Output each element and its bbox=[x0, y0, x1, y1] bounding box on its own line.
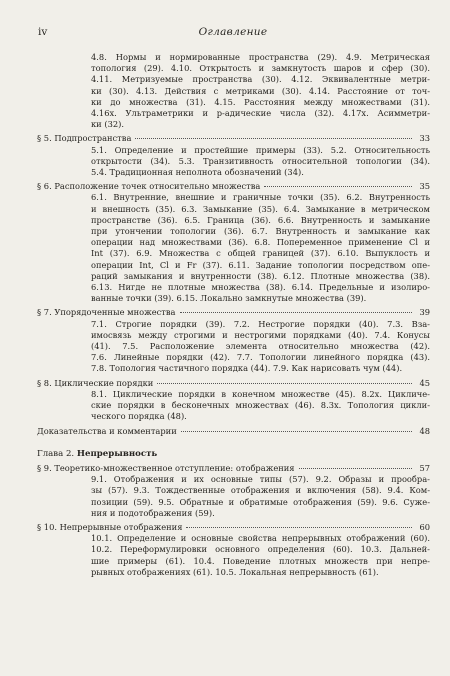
toc-line: ки (30). 4.13. Действия с метриками (30). 4.14. Расстояние от точ- bbox=[91, 85, 430, 96]
toc-line: операции Int, Cl и Fr (37). 6.11. Задание топологии посредством опе- bbox=[91, 259, 430, 270]
toc-line: ки до множества (31). 4.15. Расстояния между множествами (31). bbox=[91, 96, 430, 107]
section-title: § 9. Теоретико-множественное отступление: отображения bbox=[37, 462, 295, 473]
section-page-number: 33 bbox=[419, 133, 430, 144]
section-page-number: 35 bbox=[419, 181, 430, 192]
toc-line: раций замыкания и внутренности (38). 6.12. Плотные множества (38). bbox=[91, 270, 430, 281]
toc-line: имосвязь между строгими и нестрогими порядками (40). 7.4. Конусы bbox=[91, 329, 430, 340]
toc-line: ванные точки (39). 6.15. Локально замкнутые множества (39). bbox=[91, 293, 367, 304]
toc-line: 6.1. Внутренние, внешние и граничные точки (35). 6.2. Внутренность bbox=[91, 192, 430, 203]
toc-line: при утончении топологии (36). 6.7. Внутренность и замыкание как bbox=[91, 226, 430, 237]
section-title: § 10. Непрерывные отображения bbox=[37, 521, 183, 532]
section-title: § 7. Упорядоченные множества bbox=[37, 307, 176, 318]
toc-line: 4.8. Нормы и нормированные пространства (29). 4.9. Метрическая bbox=[91, 52, 430, 62]
toc-line: ские порядки в бесконечных множествах (46). 8.3x. Топология цикли- bbox=[91, 400, 430, 411]
toc-line: 5.4. Традиционная неполнота обозначений (34). bbox=[91, 167, 304, 178]
table-of-contents bbox=[37, 52, 430, 578]
toc-line: 5.1. Определение и простейшие примеры (33). 5.2. Относительность bbox=[91, 144, 430, 155]
dot-leader bbox=[180, 312, 413, 313]
toc-line: шие примеры (61). 10.4. Поведение плотных множеств при непре- bbox=[91, 555, 430, 566]
section-page-number: 48 bbox=[419, 425, 430, 436]
subsection-list bbox=[37, 319, 430, 375]
dot-leader bbox=[186, 527, 412, 528]
chapter-prefix: Глава 2. bbox=[37, 448, 75, 459]
chapter-heading bbox=[37, 449, 430, 460]
section-entry bbox=[37, 522, 430, 533]
toc-line: 7.8. Топология частичного порядка (44). 7.9. Как нарисовать чум (44). bbox=[91, 363, 403, 374]
toc-line: ки (32). bbox=[91, 119, 125, 130]
section-title: § 8. Циклические порядки bbox=[37, 377, 154, 388]
subsection-list bbox=[37, 389, 430, 423]
toc-line: 7.1. Строгие порядки (39). 7.2. Нестрогие порядки (40). 7.3. Вза- bbox=[91, 318, 430, 329]
subsection-list bbox=[37, 145, 430, 179]
section-title: § 5. Подпространства bbox=[37, 133, 132, 144]
toc-line: 8.1. Циклические порядки в конечном множестве (45). 8.2x. Цикличе- bbox=[91, 388, 430, 399]
dot-leader bbox=[135, 138, 412, 139]
subsection-list bbox=[37, 533, 430, 578]
section-page-number: 45 bbox=[419, 377, 430, 388]
toc-line: 6.13. Нигде не плотные множества (38). 6.14. Предельные и изолиро- bbox=[91, 282, 430, 293]
section-title: § 6. Расположение точек относительно множества bbox=[37, 181, 261, 192]
section-page-number: 60 bbox=[419, 521, 430, 532]
dot-leader bbox=[157, 383, 412, 384]
toc-line: (41). 7.5. Расположение элемента относительно множества (42). bbox=[91, 341, 430, 352]
toc-line: ческого порядка (48). bbox=[91, 411, 187, 422]
chapter-title: Непрерывность bbox=[76, 448, 158, 459]
toc-line: рывных отображениях (61). 10.5. Локальная непрерывность (61). bbox=[91, 566, 379, 577]
section-entry bbox=[37, 181, 430, 192]
subsection-list bbox=[37, 474, 430, 519]
toc-line: Int (37). 6.9. Множества с общей границей (37). 6.10. Выпуклость и bbox=[91, 248, 430, 259]
dot-leader bbox=[264, 186, 412, 187]
dot-leader bbox=[299, 468, 412, 469]
section-entry bbox=[37, 378, 430, 389]
continued-subsection-list bbox=[37, 52, 430, 130]
toc-line: ния и подотображения (59). bbox=[91, 507, 215, 518]
dot-leader bbox=[181, 431, 412, 432]
subsection-list bbox=[37, 192, 430, 304]
toc-line: 4.16x. Ультраметрики и p-адические числа (32). 4.17x. Асимметри- bbox=[91, 108, 430, 119]
section-title: Доказательства и комментарии bbox=[37, 425, 177, 436]
page-header bbox=[38, 26, 428, 40]
section-page-number: 57 bbox=[419, 462, 430, 473]
toc-line: 4.11. Метризуемые пространства (30). 4.12. Эквивалентные метри- bbox=[91, 74, 430, 85]
toc-line: зы (57). 9.3. Тождественные отображения и включения (58). 9.4. Ком- bbox=[91, 485, 430, 496]
toc-line: открытости (34). 5.3. Транзитивность относительной топологии (34). bbox=[91, 155, 430, 166]
toc-line: и внешность (35). 6.3. Замыкание (35). 6.4. Замыкание в метрическом bbox=[91, 203, 430, 214]
section-list bbox=[37, 133, 430, 436]
toc-line: операции над множествами (36). 6.8. Попеременное применение Cl и bbox=[91, 237, 430, 248]
toc-line: пространстве (36). 6.5. Граница (36). 6.6. Внутренность и замыкание bbox=[91, 214, 430, 225]
toc-line: 10.2. Переформулировки основного определения (60). 10.3. Дальней- bbox=[91, 544, 430, 555]
page-number: iv bbox=[38, 26, 48, 38]
toc-line: топология (29). 4.10. Открытость и замкнутость шаров и сфер (30). bbox=[91, 63, 430, 74]
section-entry bbox=[37, 426, 430, 437]
chapter-section-list bbox=[37, 463, 430, 578]
section-page-number: 39 bbox=[419, 307, 430, 318]
section-entry bbox=[37, 463, 430, 474]
toc-line: 7.6. Линейные порядки (42). 7.7. Топологии линейного порядка (43). bbox=[91, 352, 430, 363]
toc-line: позиции (59). 9.5. Обратные и обратимые отображения (59). 9.6. Суже- bbox=[91, 496, 430, 507]
section-entry bbox=[37, 133, 430, 144]
toc-line: 9.1. Отображения и их основные типы (57). 9.2. Образы и прообра- bbox=[91, 474, 430, 485]
section-entry bbox=[37, 307, 430, 318]
running-title: Оглавление bbox=[198, 26, 268, 38]
toc-line: 10.1. Определение и основные свойства непрерывных отображений (60). bbox=[91, 533, 430, 544]
